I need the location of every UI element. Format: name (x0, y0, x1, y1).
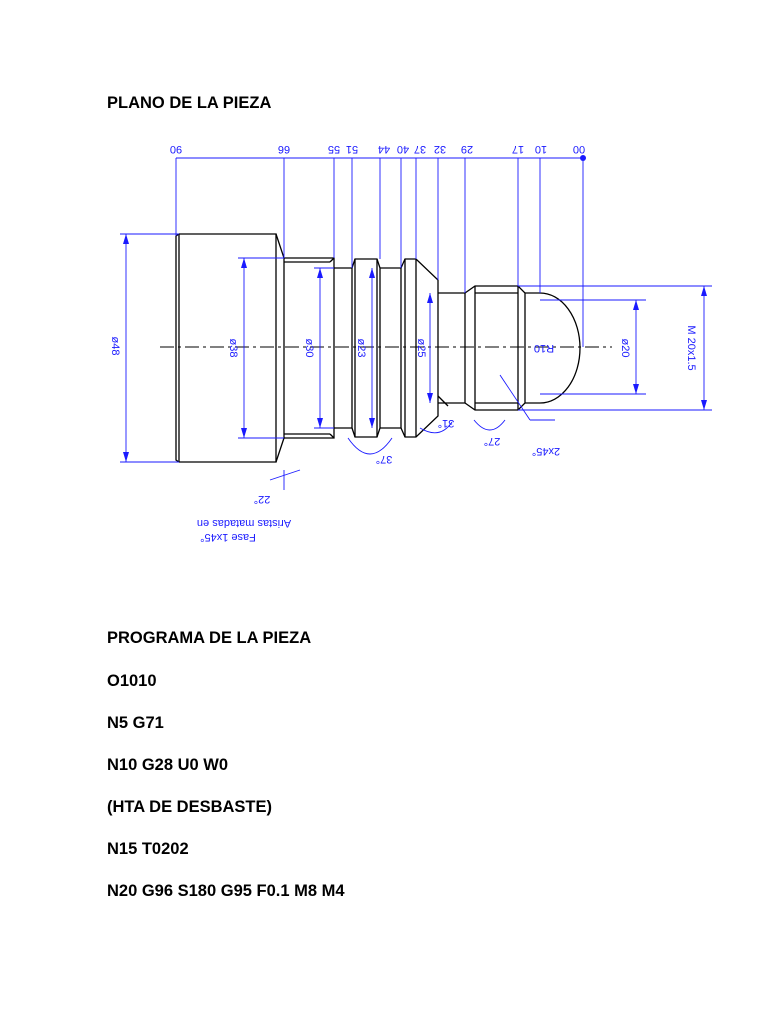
diameter-labels (109, 325, 697, 370)
angle-27: 27° (483, 435, 501, 447)
program-title: PROGRAMA DE LA PIEZA (107, 629, 312, 647)
dim-37: 37 (413, 143, 427, 155)
dim-51: 51 (345, 143, 359, 155)
top-dimension-labels (170, 143, 585, 155)
dim-66: 66 (277, 143, 291, 155)
dia-25-label: ø25 (415, 338, 427, 358)
dim-10: 10 (534, 143, 548, 155)
program-line: (HTA DE DESBASTE) (107, 798, 272, 816)
thread-label: M 20x1.5 (685, 325, 697, 371)
angle-37: 37° (375, 453, 393, 465)
program-line: N15 T0202 (107, 840, 189, 858)
dia-38-label: ø38 (227, 338, 239, 358)
angle-22: 22° (253, 493, 271, 505)
angle-arcs (270, 375, 555, 490)
program-line: N5 G71 (107, 714, 164, 732)
note-line-1: Aristas matadas en (196, 517, 292, 529)
drawing-note (197, 517, 291, 543)
note-line-2: Fase 1x45° (200, 531, 256, 543)
dim-32: 32 (433, 143, 447, 155)
dim-44: 44 (377, 143, 391, 155)
dia-48-label: ø48 (109, 336, 121, 356)
dim-17: 17 (511, 143, 525, 155)
program-line: O1010 (107, 672, 157, 690)
dim-55: 55 (327, 143, 341, 155)
dim-90: 90 (169, 143, 183, 155)
dia-23-label: ø23 (355, 338, 367, 358)
program-line: N10 G28 U0 W0 (107, 756, 229, 774)
dim-40: 40 (396, 143, 410, 155)
chamfer-2x45: 2x45° (531, 445, 561, 457)
dia-30-label: ø30 (303, 338, 315, 358)
angle-labels (254, 417, 560, 505)
program-line: N20 G96 S180 G95 F0.1 M8 M4 (107, 882, 345, 900)
dia-20-label: ø20 (619, 338, 631, 358)
radius-label: R10 (533, 342, 555, 354)
plan-title: PLANO DE LA PIEZA (107, 94, 272, 112)
dim-29: 29 (460, 143, 474, 155)
angle-31: 31° (437, 417, 455, 429)
dim-00: 00 (572, 143, 586, 155)
